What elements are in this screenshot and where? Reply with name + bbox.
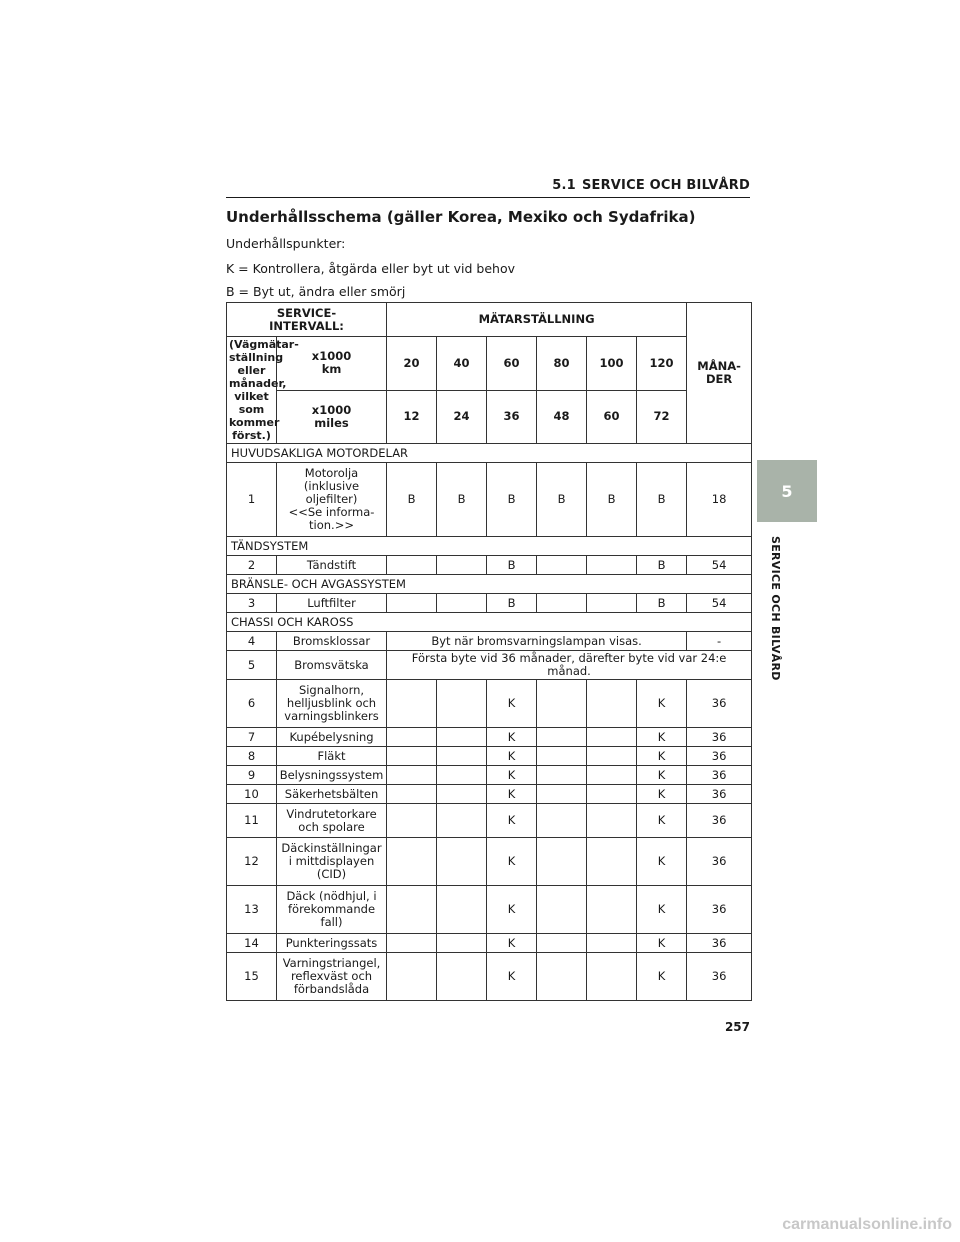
row-item: Motorolja (inklusive oljefilter) <<Se informa- tion.>>: [277, 463, 387, 537]
row-months: 36: [687, 766, 752, 785]
row-months: 36: [687, 785, 752, 804]
row-months: 54: [687, 556, 752, 575]
miles-value: 60: [587, 390, 637, 444]
row-months: 18: [687, 463, 752, 537]
row-interval-cell: [387, 838, 437, 886]
table-row: [227, 556, 752, 575]
row-item: Signalhorn, helljusblink och varningsblinkers: [277, 680, 387, 728]
table-row: [227, 838, 752, 886]
table-row: [227, 463, 752, 537]
row-interval-cell: [387, 804, 437, 838]
row-interval-cell: [387, 728, 437, 747]
row-interval-cell: [437, 594, 487, 613]
row-interval-cell: [387, 680, 437, 728]
row-interval-cell: [537, 556, 587, 575]
chapter-label: SERVICE OCH BILVÅRD: [769, 536, 782, 681]
row-interval-cell: [537, 594, 587, 613]
km-value: 80: [537, 337, 587, 391]
row-interval-cell: [537, 838, 587, 886]
months-header: MÅNA- DER: [687, 303, 752, 444]
row-interval-cell: K: [487, 934, 537, 953]
row-interval-cell: [437, 804, 487, 838]
row-item: Däck (nödhjul, i förekommande fall): [277, 886, 387, 934]
row-interval-cell: B: [487, 594, 537, 613]
miles-label: x1000 miles: [277, 390, 387, 444]
table-row: [227, 785, 752, 804]
row-item: Varningstriangel, reflexväst och förbandslåda: [277, 953, 387, 1001]
row-interval-cell: B: [587, 463, 637, 537]
row-interval-cell: [387, 785, 437, 804]
table-row: [227, 651, 752, 680]
row-interval-cell: [537, 886, 587, 934]
km-value: 40: [437, 337, 487, 391]
row-number: 1: [227, 463, 277, 537]
maintenance-table: [226, 302, 751, 1001]
row-interval-cell: [437, 953, 487, 1001]
row-interval-cell: K: [487, 838, 537, 886]
row-interval-cell: K: [487, 953, 537, 1001]
row-months: -: [687, 632, 752, 651]
row-months: 36: [687, 728, 752, 747]
row-months: 36: [687, 747, 752, 766]
row-interval-cell: K: [487, 766, 537, 785]
row-interval-cell: B: [637, 556, 687, 575]
row-item: Kupébelysning: [277, 728, 387, 747]
row-interval-cell: [587, 728, 637, 747]
row-number: 15: [227, 953, 277, 1001]
row-interval-cell: [537, 785, 587, 804]
km-value: 100: [587, 337, 637, 391]
row-interval-cell: [387, 594, 437, 613]
row-interval-cell: [437, 838, 487, 886]
row-interval-cell: [387, 953, 437, 1001]
section-number: 5.1: [552, 178, 576, 193]
row-interval-cell: K: [637, 886, 687, 934]
row-interval-cell: K: [637, 953, 687, 1001]
row-number: 13: [227, 886, 277, 934]
row-interval-cell: K: [637, 766, 687, 785]
row-interval-cell: [537, 728, 587, 747]
service-interval-header: SERVICE- INTERVALL:: [227, 303, 387, 337]
row-number: 9: [227, 766, 277, 785]
row-interval-cell: K: [637, 934, 687, 953]
row-item: Punkteringssats: [277, 934, 387, 953]
odometer-note: (Vägmätar- ställning eller månader, vilket som kommer först.): [227, 337, 277, 444]
row-interval-cell: [387, 886, 437, 934]
row-number: 3: [227, 594, 277, 613]
row-number: 14: [227, 934, 277, 953]
row-interval-cell: K: [487, 728, 537, 747]
row-interval-cell: [587, 594, 637, 613]
row-interval-cell: [587, 747, 637, 766]
row-interval-cell: [387, 934, 437, 953]
miles-value: 24: [437, 390, 487, 444]
row-interval-cell: [387, 766, 437, 785]
row-number: 2: [227, 556, 277, 575]
row-interval-cell: B: [437, 463, 487, 537]
table-row: [227, 766, 752, 785]
intro-line-1: Underhållspunkter:: [226, 236, 346, 251]
row-interval-cell: [437, 728, 487, 747]
km-value: 20: [387, 337, 437, 391]
row-interval-cell: [587, 785, 637, 804]
row-number: 7: [227, 728, 277, 747]
section-title: SERVICE OCH BILVÅRD: [581, 178, 750, 193]
row-interval-cell: B: [387, 463, 437, 537]
row-interval-cell: [437, 747, 487, 766]
row-interval-cell: K: [487, 747, 537, 766]
table-row: [227, 747, 752, 766]
row-interval-cell: [587, 934, 637, 953]
table-section-fuel: BRÄNSLE- OCH AVGASSYSTEM: [227, 575, 752, 594]
km-label: x1000 km: [277, 337, 387, 391]
section-header: [226, 178, 750, 198]
row-interval-cell: K: [637, 728, 687, 747]
miles-value: 48: [537, 390, 587, 444]
row-item: Tändstift: [277, 556, 387, 575]
row-interval-cell: [537, 747, 587, 766]
intro-line-3: B = Byt ut, ändra eller smörj: [226, 284, 406, 299]
intro-line-2: K = Kontrollera, åtgärda eller byt ut vid behov: [226, 261, 516, 276]
row-interval-cell: K: [637, 785, 687, 804]
miles-value: 12: [387, 390, 437, 444]
row-item: Belysningssystem: [277, 766, 387, 785]
row-number: 12: [227, 838, 277, 886]
row-interval-cell: [437, 680, 487, 728]
row-note: Byt när bromsvarningslampan visas.: [387, 632, 687, 651]
row-interval-cell: B: [637, 594, 687, 613]
table-row: [227, 680, 752, 728]
table-section-chassis: CHASSI OCH KAROSS: [227, 613, 752, 632]
watermark: carmanualsonline.info: [782, 1216, 952, 1233]
row-item: Fläkt: [277, 747, 387, 766]
row-item: Vindrutetorkare och spolare: [277, 804, 387, 838]
row-months: 36: [687, 953, 752, 1001]
row-interval-cell: [587, 953, 637, 1001]
row-interval-cell: K: [487, 680, 537, 728]
table-row: [227, 953, 752, 1001]
table-row: [227, 728, 752, 747]
row-interval-cell: K: [487, 785, 537, 804]
row-interval-cell: [537, 953, 587, 1001]
table-row: [227, 804, 752, 838]
row-number: 6: [227, 680, 277, 728]
row-number: 10: [227, 785, 277, 804]
row-interval-cell: [437, 934, 487, 953]
table-row: [227, 886, 752, 934]
row-note: Första byte vid 36 månader, därefter byte vid var 24:e månad.: [387, 651, 752, 680]
row-item: Bromsvätska: [277, 651, 387, 680]
row-interval-cell: [537, 680, 587, 728]
row-months: 36: [687, 680, 752, 728]
row-months: 36: [687, 934, 752, 953]
table-section-ignition: TÄNDSYSTEM: [227, 537, 752, 556]
chapter-number: 5: [781, 481, 793, 501]
row-months: 54: [687, 594, 752, 613]
row-interval-cell: K: [637, 838, 687, 886]
row-interval-cell: [587, 886, 637, 934]
table-section-engine: HUVUDSAKLIGA MOTORDELAR: [227, 444, 752, 463]
row-item: Däckinställningar i mittdisplayen (CID): [277, 838, 387, 886]
row-months: 36: [687, 804, 752, 838]
row-interval-cell: [537, 766, 587, 785]
row-interval-cell: B: [487, 556, 537, 575]
row-interval-cell: B: [487, 463, 537, 537]
row-interval-cell: B: [537, 463, 587, 537]
row-number: 8: [227, 747, 277, 766]
row-interval-cell: [587, 556, 637, 575]
row-interval-cell: [587, 766, 637, 785]
row-interval-cell: [387, 747, 437, 766]
row-item: Bromsklossar: [277, 632, 387, 651]
table-row: [227, 594, 752, 613]
row-months: 36: [687, 838, 752, 886]
row-interval-cell: K: [487, 886, 537, 934]
row-interval-cell: K: [637, 804, 687, 838]
row-interval-cell: [437, 556, 487, 575]
row-interval-cell: [437, 766, 487, 785]
row-interval-cell: [437, 886, 487, 934]
chapter-tab: [757, 460, 817, 522]
page-number: 257: [724, 1020, 750, 1034]
row-interval-cell: [587, 804, 637, 838]
row-item: Luftfilter: [277, 594, 387, 613]
row-interval-cell: B: [637, 463, 687, 537]
miles-value: 72: [637, 390, 687, 444]
row-interval-cell: [387, 556, 437, 575]
miles-value: 36: [487, 390, 537, 444]
row-interval-cell: [537, 934, 587, 953]
row-interval-cell: K: [637, 747, 687, 766]
odometer-header: MÄTARSTÄLLNING: [387, 303, 687, 337]
row-interval-cell: [587, 680, 637, 728]
row-interval-cell: K: [487, 804, 537, 838]
row-interval-cell: [587, 838, 637, 886]
row-number: 4: [227, 632, 277, 651]
row-interval-cell: K: [637, 680, 687, 728]
km-value: 120: [637, 337, 687, 391]
page-title: Underhållsschema (gäller Korea, Mexiko och Sydafrika): [226, 208, 696, 226]
row-item: Säkerhetsbälten: [277, 785, 387, 804]
row-number: 11: [227, 804, 277, 838]
row-interval-cell: [437, 785, 487, 804]
table-row: [227, 632, 752, 651]
km-value: 60: [487, 337, 537, 391]
row-number: 5: [227, 651, 277, 680]
row-interval-cell: [537, 804, 587, 838]
table-row: [227, 934, 752, 953]
row-months: 36: [687, 886, 752, 934]
